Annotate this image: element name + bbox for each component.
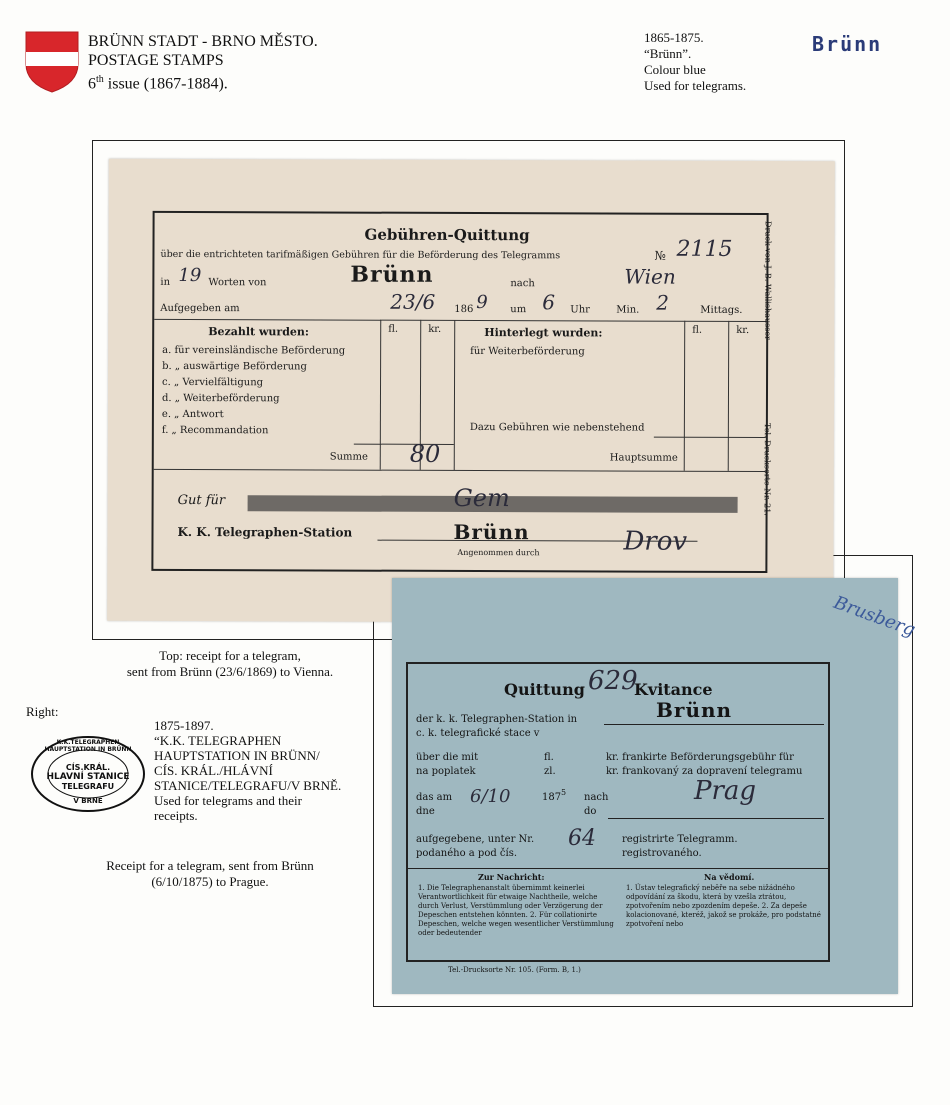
receipt-title: Gebühren-Quittung	[364, 225, 530, 245]
destination: Wien	[624, 264, 676, 289]
coat-of-arms-icon	[24, 30, 80, 94]
brunn-station-stamp: Brünn	[453, 519, 530, 545]
brunn-stamp-2: Brünn	[656, 698, 733, 722]
summe-value: 80	[409, 439, 441, 468]
caption-bottom: Receipt for a telegram, sent from Brünn (6/10/1875) to Prague.	[106, 858, 314, 889]
page-header	[88, 32, 318, 93]
date-written: 23/6	[390, 289, 436, 314]
receipt-number: 2115	[676, 236, 733, 262]
brunn-cancel-sample: Brünn	[812, 32, 883, 56]
receipt-border: Gebühren-Quittung über die entrichteten tarifmäßigen Gebühren für die Beförderung des Telegramms № 2115 in 19 Worten von Brünn nach Wien Aufgegeben am 23/6 186 9 um 6 Uhr Min. 2 Mittags. Bezahlt wurden: fl. kr. a. für vereinsländische Beförderung b. „ auswärtige Beförderung c. „ Vervielfältigung d. „ Weiterbeförderung e. „ Antwort f. „ Recommandation Summe 80 Hinterlegt wurden: fl. kr. für Weiterbeförderung Dazu Gebühren wie nebenstehend Hauptsumme Gut für Gem K. K. Telegraphen-Station Brünn Angenommen durch Drov	[151, 211, 768, 573]
header-title: BRÜNN STADT - BRNO MĚSTO.	[88, 33, 318, 50]
receipt-1875: Brusberg Quittung 629 Kvitance Brünn der k. k. Telegraphen-Station in c. k. telegrafické stace v über die mit na poplatek fl. zl. kr. frankirte Beförderungsgebühr für kr. frankovaný za dopravení telegramu das am dne 6/10 187 5 nach do Prag aufgegebene, unter Nr. podaného a pod čís. 64 registrirte Telegramm. registrovaného. Zur Nachricht: Na vědomí. 1. Die Telegraphenanstalt übernimmt keinerlei Verantwortlichkeit für etwaige Nachtheile, welche durch Verlust, Verstümmlung oder Verzögerung der Depeschen entstehen könnten. 2. Für collationirte Depeschen, welche wegen wesentlicher Verstümmlung oder bedeutender 1. Ústav telegrafický neběře na sebe nižádného odpovídání za škodu, která by vzešla ztrátou, zpotvořením nebo zpozdením depeše. 2. Za depeše kolacionované, kteréž, jakož se prokáže, pro podstatné zpotvoření nebo Tel.-Drucksorte Nr. 105. (Form. B, 1.)	[392, 578, 898, 994]
destination-prag: Prag	[694, 776, 757, 806]
caption-top: Top: receipt for a telegram, sent from Brünn (23/6/1869) to Vienna.	[126, 648, 334, 679]
header-subtitle: POSTAGE STAMPS	[88, 52, 224, 69]
clerk-signature: Drov	[623, 526, 688, 557]
receipt2-border: Quittung 629 Kvitance Brünn der k. k. Telegraphen-Station in c. k. telegrafické stace v über die mit na poplatek fl. zl. kr. frankirte Beförderungsgebühr für kr. frankovaný za dopravení telegramu das am dne 6/10 187 5 nach do Prag aufgegebene, unter Nr. podaného a pod čís. 64 registrirte Telegramm. registrovaného. Zur Nachricht: Na vědomí. 1. Die Telegraphenanstalt übernimmt keinerlei Verantwortlichkeit für etwaige Nachtheile, welche durch Verlust, Verstümmlung oder Verzögerung der Depeschen entstehen könnten. 2. Für collationirte Depeschen, welche wegen wesentlicher Verstümmlung oder bedeutender 1. Ústav telegrafický neběře na sebe nižádného odpovídání za škodu, která by vzešla ztrátou, zpotvořením nebo zpozdením depeše. 2. Za depeše kolacionované, kteréž, jakož se prokáže, pro podstatné zpotvoření nebo	[406, 662, 830, 962]
receipt-1869: Gebühren-Quittung über die entrichteten tarifmäßigen Gebühren für die Beförderung des Telegramms № 2115 in 19 Worten von Brünn nach Wien Aufgegeben am 23/6 186 9 um 6 Uhr Min. 2 Mittags. Bezahlt wurden: fl. kr. a. für vereinsländische Beförderung b. „ auswärtige Beförderung c. „ Vervielfältigung d. „ Weiterbeförderung e. „ Antwort f. „ Recommandation Summe 80 Hinterlegt wurden: fl. kr. für Weiterbeförderung Dazu Gebühren wie nebenstehend Hauptsumme Gut für Gem K. K. Telegraphen-Station Brünn Angenommen durch Drov Druck von J. B. Wallishausser Tel. Drucksorte Nr. 21.	[107, 159, 835, 624]
pencil-note: Brusberg	[830, 592, 918, 641]
right-label: Right:	[26, 704, 59, 719]
brunn-stamp: Brünn	[350, 261, 434, 288]
caption-stamp-description: 1875-1897. “K.K. TELEGRAPHEN HAUPTSTATION IN BRÜNN/ CÍS. KRÁL./HLÁVNÍ STANICE/TELEGRAFU/V BRNĚ. Used for telegrams and their receipts.	[154, 718, 342, 823]
receipt-intro: über die entrichteten tarifmäßigen Gebühren für die Beförderung des Telegramms	[160, 248, 561, 262]
header-issue: 6th issue (1867-1884).	[88, 74, 228, 93]
oval-stamp-text: K.K.TELEGRAPHEN HAUPTSTATION IN BRÜNN CÍS.KRÁL. HLAVNÍ STANICE TELEGRAFU V BRNĚ	[44, 739, 132, 805]
stamp-description: 1865-1875. “Brünn”. Colour blue Used for telegrams.	[644, 30, 747, 93]
